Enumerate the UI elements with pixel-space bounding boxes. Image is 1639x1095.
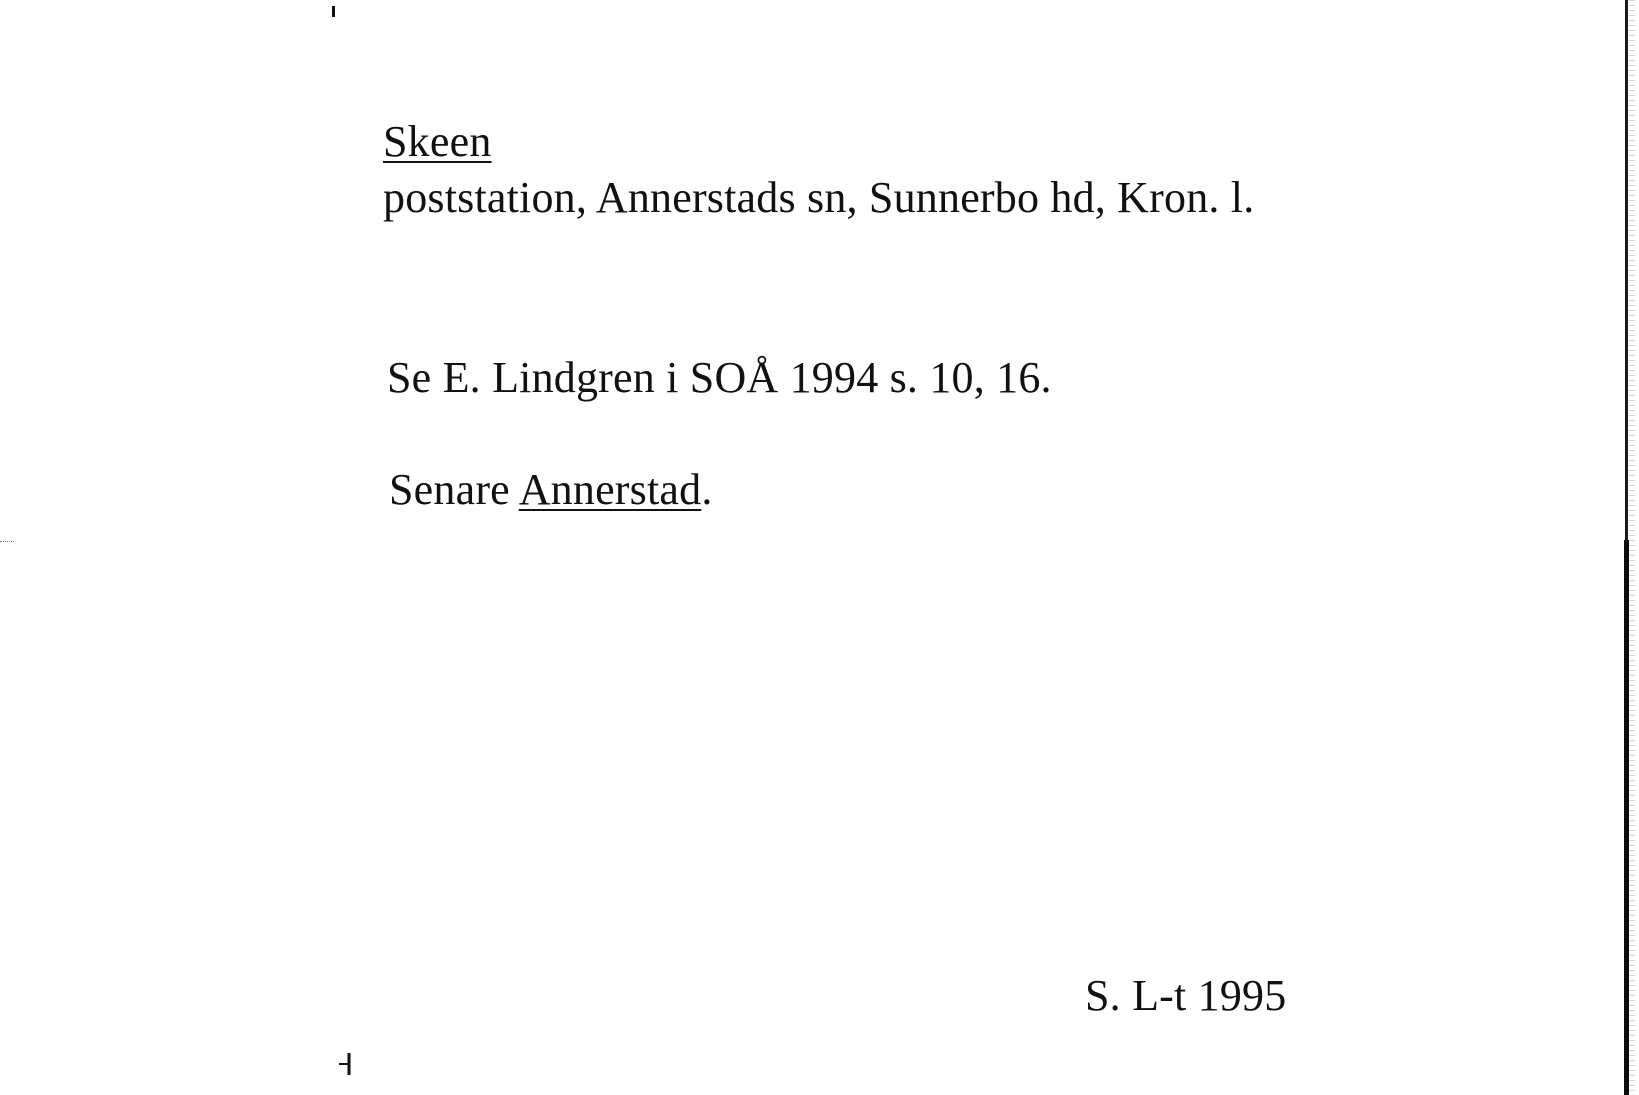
later-name-note [389,465,713,514]
headword: Skeen [383,117,492,166]
later-suffix: . [701,465,713,514]
later-name: Annerstad [518,465,702,514]
scan-dotted-mark [0,541,14,542]
card-right-edge-shadow [1624,540,1629,1095]
literature-reference: Se E. Lindgren i SOÅ 1994 s. 10, 16. [387,353,1052,402]
signature: S. L-t 1995 [1085,971,1287,1020]
scan-edge-fringe [1629,0,1635,1095]
later-prefix: Senare [389,465,510,514]
scan-corner-mark [336,1051,356,1077]
scan-tick-mark [332,6,335,17]
place-description: poststation, Annerstads sn, Sunnerbo hd, Kron. l. [383,173,1255,222]
